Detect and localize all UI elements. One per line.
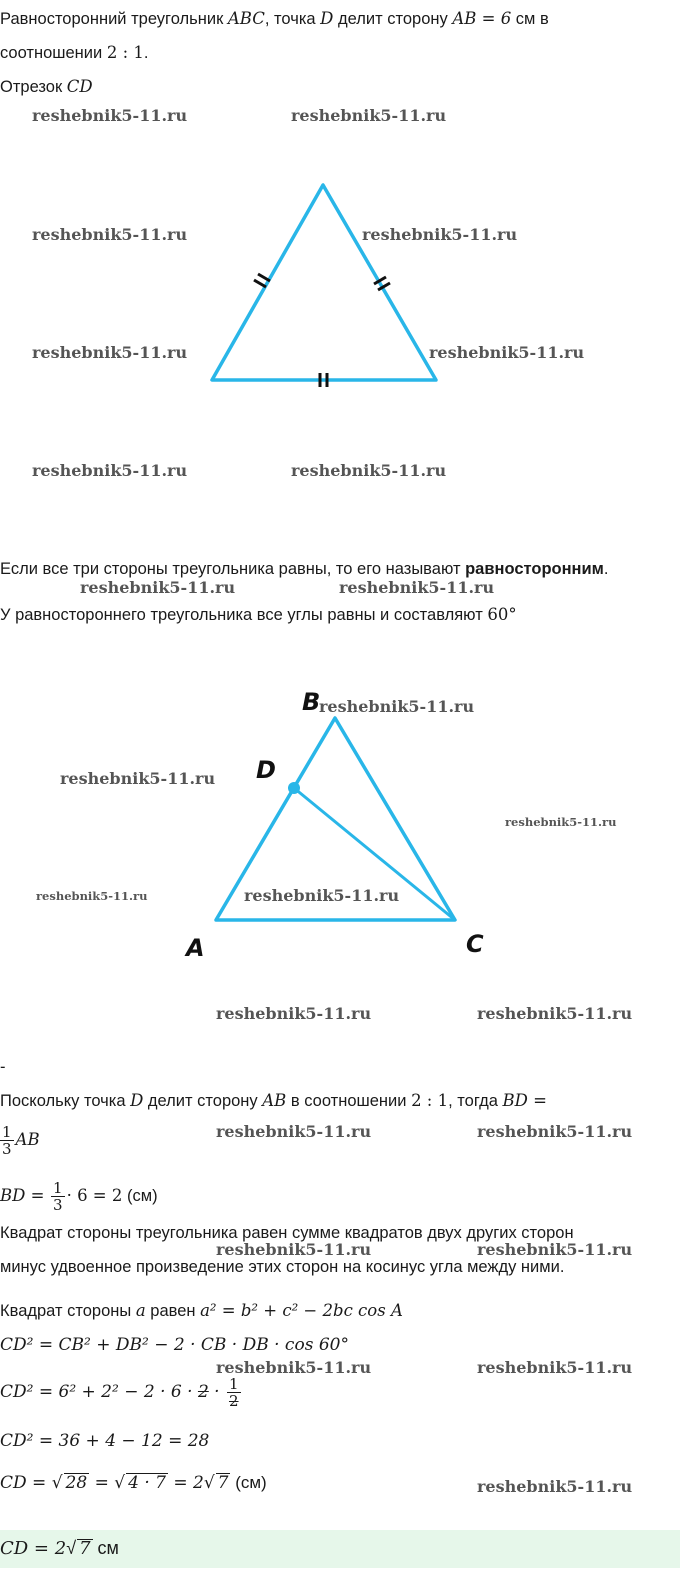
watermark: reshebnik5-11.ru <box>32 106 188 125</box>
watermark: reshebnik5-11.ru <box>477 1122 633 1141</box>
problem-line-1: Равносторонний треугольник ABC, точка D делит сторону AB = 6 см в <box>0 9 549 28</box>
watermark: reshebnik5-11.ru <box>477 1240 633 1259</box>
fraction-one-third: $\frac{1}{3}$ <box>2 1123 12 1159</box>
separator: - <box>0 1058 6 1076</box>
watermark: reshebnik5-11.ru <box>244 886 400 905</box>
solution-line-9: CD² = 36 + 4 − 12 = 28 <box>0 1431 210 1451</box>
watermark: reshebnik5-11.ru <box>32 225 188 244</box>
solution-line-7: CD² = CB² + DB² − 2 · CB · DB · cos 60° <box>0 1335 349 1355</box>
vertex-label-b: B <box>302 688 321 716</box>
problem-line-3: Отрезок CD <box>0 77 93 96</box>
solution-line-8: CD² = 6² + 2² − 2 · 6 · 2 · $\frac{1}{2}$ <box>0 1375 239 1410</box>
vertex-label-a: A <box>186 934 205 962</box>
watermark: reshebnik5-11.ru <box>216 1122 372 1141</box>
vertex-label-d: D <box>256 756 276 784</box>
triangle-abc-figure <box>0 680 680 980</box>
tick-marks <box>254 274 390 387</box>
problem-line-2: соотношении 2 : 1. <box>0 43 149 62</box>
triangle-outline <box>212 185 436 380</box>
solution-line-5: минус удвоенное произведение этих сторон на косинус угла между ними. <box>0 1258 565 1276</box>
fraction-one-half: $\frac{1}{2}$ <box>228 1375 239 1410</box>
watermark: reshebnik5-11.ru <box>319 697 475 716</box>
watermark: reshebnik5-11.ru <box>339 578 495 597</box>
fraction-one-third-b: $\frac{1}{3}$ <box>53 1179 63 1215</box>
watermark: reshebnik5-11.ru <box>477 1358 633 1377</box>
watermark: reshebnik5-11.ru <box>429 343 585 362</box>
answer-line: CD = 2√ 7 см <box>0 1538 119 1559</box>
solution-line-1: Поскольку точка D делит сторону AB в соотношении 2 : 1, тогда BD = <box>0 1091 547 1110</box>
watermark: reshebnik5-11.ru <box>291 461 447 480</box>
point-d <box>288 782 300 794</box>
solution-line-10: CD = √ 28 = √ 4 · 7 = 2√ 7 (см) <box>0 1473 267 1493</box>
solution-line-3: BD = $\frac{1}{3}$ · 6 = 2 (см) <box>0 1179 158 1215</box>
theory-line-2: У равностороннего треугольника все углы равны и составляют 60° <box>0 605 517 624</box>
vertex-label-c: C <box>466 930 484 958</box>
solution-line-6: Квадрат стороны a равен a² = b² + c² − 2bc cos A <box>0 1301 403 1320</box>
watermark: reshebnik5-11.ru <box>216 1004 372 1023</box>
solution-line-2: $\frac{1}{3}$ AB <box>2 1123 40 1159</box>
theory-line-1: Если все три стороны треугольника равны, то его называют равносторонним. <box>0 560 609 578</box>
watermark: reshebnik5-11.ru <box>477 1004 633 1023</box>
watermark: reshebnik5-11.ru <box>60 769 216 788</box>
watermark: reshebnik5-11.ru <box>477 1477 633 1496</box>
equilateral-triangle-figure <box>0 150 680 410</box>
watermark: reshebnik5-11.ru <box>216 1358 372 1377</box>
watermark: reshebnik5-11.ru <box>80 578 236 597</box>
watermark: reshebnik5-11.ru <box>32 343 188 362</box>
watermark: reshebnik5-11.ru <box>362 225 518 244</box>
solution-line-4: Квадрат стороны треугольника равен сумме квадратов двух других сторон <box>0 1224 574 1242</box>
watermark: reshebnik5-11.ru <box>505 815 617 829</box>
watermark: reshebnik5-11.ru <box>291 106 447 125</box>
watermark: reshebnik5-11.ru <box>216 1240 372 1259</box>
watermark: reshebnik5-11.ru <box>32 461 188 480</box>
watermark: reshebnik5-11.ru <box>36 889 148 903</box>
